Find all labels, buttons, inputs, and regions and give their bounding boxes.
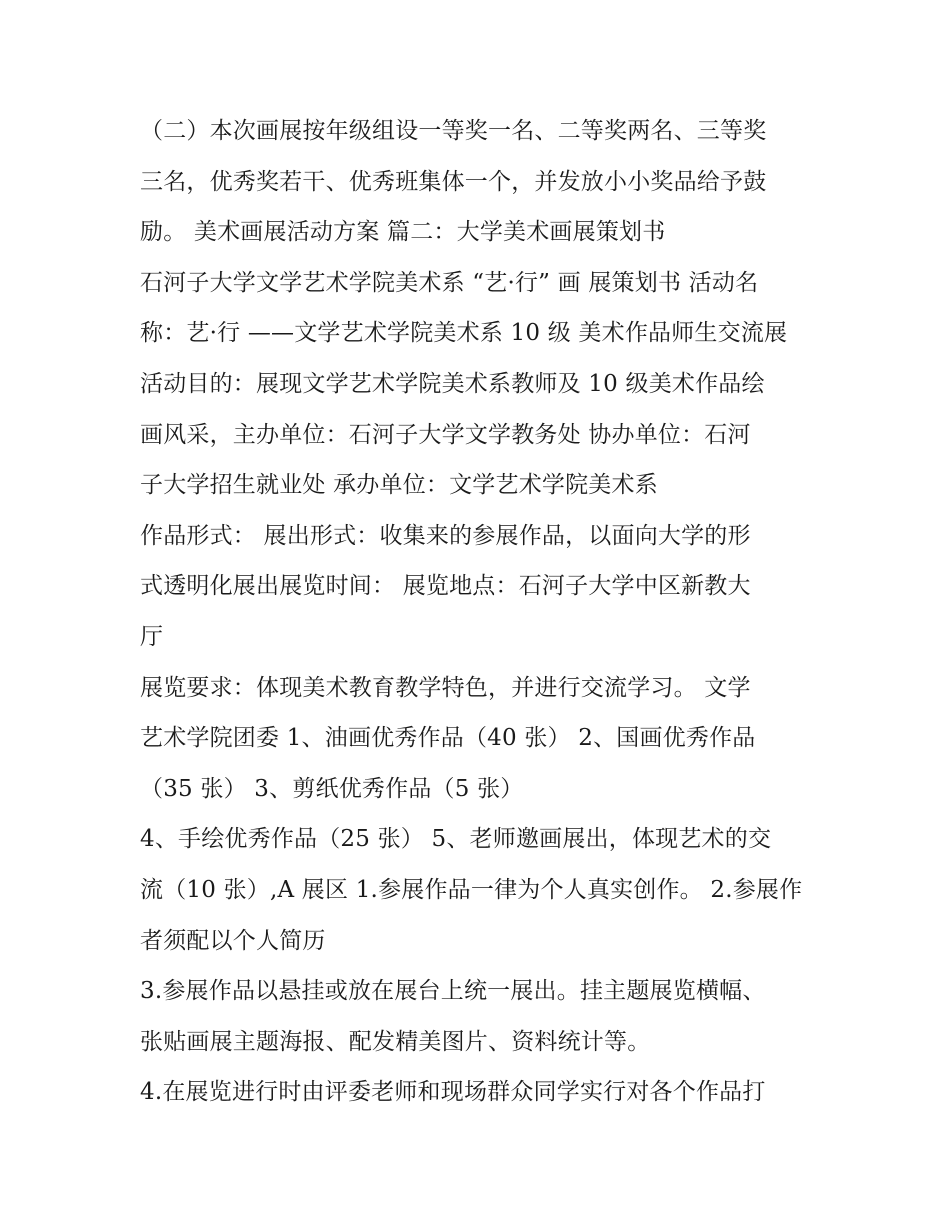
text-line: 画风采，主办单位：石河子大学文学教务处 协办单位：石河	[140, 421, 751, 448]
text-line: 活动目的：展现文学艺术学院美术系教师及 10 级美术作品绘	[140, 370, 765, 397]
text-line: 式透明化展出展览时间： 展览地点：石河子大学中区新教大	[140, 573, 751, 600]
text-line: 艺术学院团委 1、油画优秀作品（40 张） 2、国画优秀作品	[140, 725, 756, 752]
text-line: （二）本次画展按年级组设一等奖一名、二等奖两名、三等奖	[140, 118, 767, 144]
text-line: 子大学招生就业处 承办单位：文学艺术学院美术系	[140, 472, 658, 499]
text-line: 者须配以个人简历	[140, 927, 326, 954]
text-line: 4、手绘优秀作品（25 张） 5、老师邀画展出，体现艺术的交	[140, 826, 772, 853]
document-body	[140, 106, 820, 1118]
text-line: 流（10 张）,A 展区 1.参展作品一律为个人真实创作。 2.参展作	[140, 876, 803, 903]
text-line: （35 张） 3、剪纸优秀作品（5 张）	[140, 775, 524, 802]
text-line: 张贴画展主题海报、配发精美图片、资料统计等。	[140, 1028, 651, 1055]
text-line: 作品形式： 展出形式：收集来的参展作品，以面向大学的形	[140, 522, 751, 549]
text-line: 称：艺·行 ——文学艺术学院美术系 10 级 美术作品师生交流展	[140, 320, 788, 347]
text-line: 三名，优秀奖若干、优秀班集体一个，并发放小小奖品给予鼓	[140, 168, 767, 195]
text-line: 厅	[140, 623, 164, 650]
text-line: 4.在展览进行时由评委老师和现场群众同学实行对各个作品打	[140, 1079, 766, 1106]
text-line: 石河子大学文学艺术学院美术系 “艺·行” 画 展策划书 活动名	[140, 269, 759, 296]
text-line: 展览要求：体现美术教育教学特色，并进行交流学习。 文学	[140, 674, 751, 701]
text-line: 3.参展作品以悬挂或放在展台上统一展出。挂主题展览横幅、	[140, 978, 766, 1005]
text-line: 励。 美术画展活动方案 篇二：大学美术画展策划书	[140, 219, 666, 246]
